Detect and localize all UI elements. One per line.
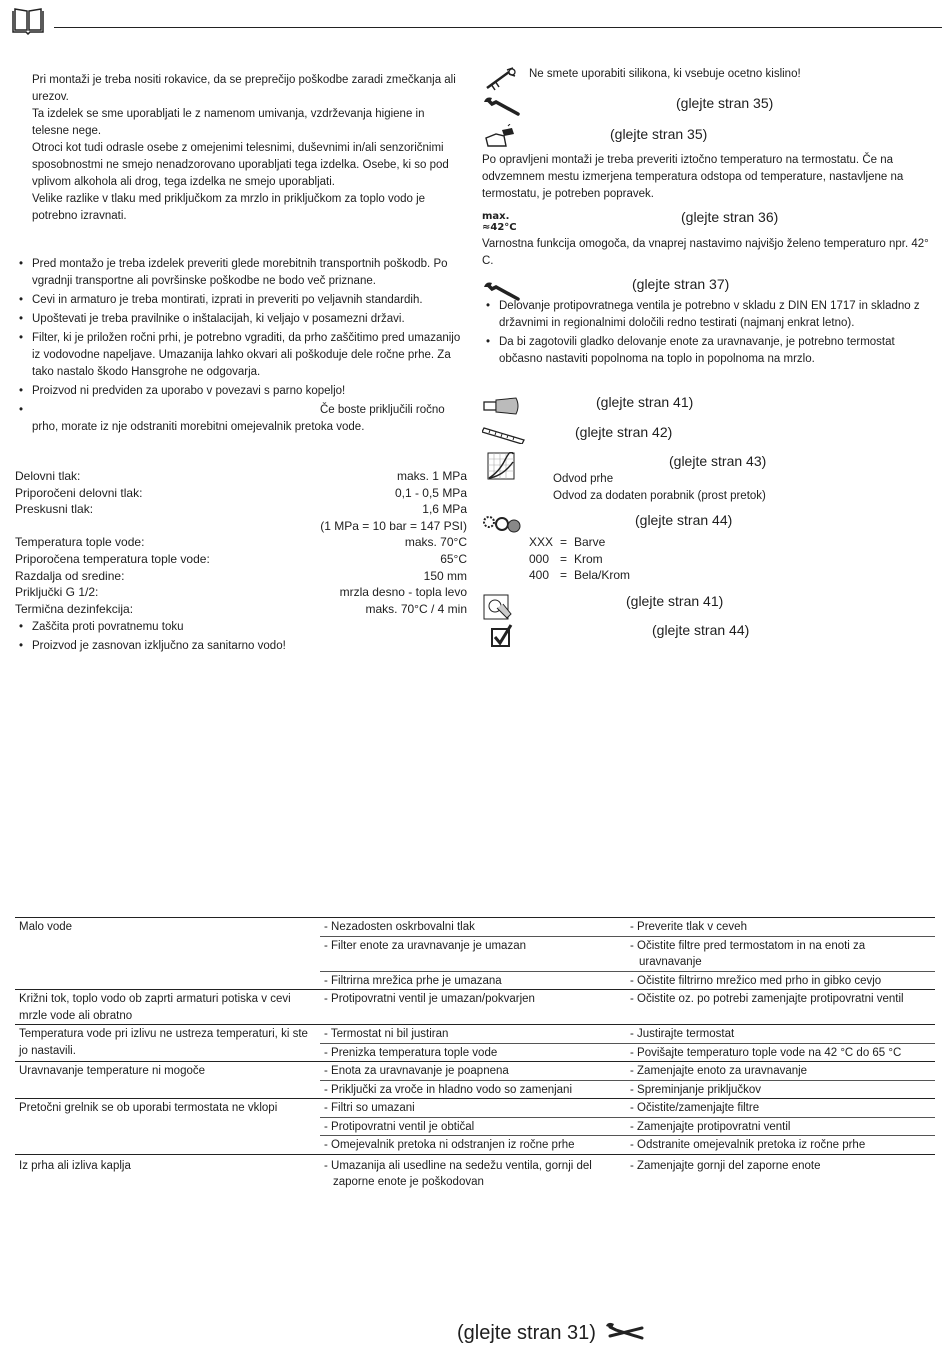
table-row: Malo vode - Nezadosten oskrbovalni tlak - Preverite tlak v ceveh: [15, 918, 935, 937]
install-note: • Cevi in armaturo je treba montirati, izprati in preveriti po veljavnih standardih.: [15, 292, 467, 309]
install-note: • Filter, ki je priložen ročni prhi, je potrebno vgraditi, da prho zaščitimo pred umazanijo iz vodovodne napeljave. Umazanija lahko okvari ali poškoduje dele ročne prhe. Za tako nastalo škodo Hansgrohe ne odgovarja.: [15, 330, 467, 381]
page-ref-42: (glejte stran 42): [575, 424, 673, 440]
hand-cleaning-icon: [482, 124, 520, 155]
table-row: Temperatura vode pri izlivu ne ustreza temperaturi, ki ste jo nastavili. - Termostat ni bil justiran - Justirajte termostat: [15, 1025, 935, 1044]
table-row: - Omejevalnik pretoka ni odstranjen iz ročne prhe - Odstranite omejevalnik pretoka iz ročne prhe: [15, 1136, 935, 1155]
page-ref-41a: (glejte stran 41): [596, 394, 694, 410]
parts-icon: [482, 512, 522, 541]
safety-function-text: Varnostna funkcija omogoča, da vnaprej nastavimo najvišjo želeno temperaturo npr. 42° C.: [482, 238, 929, 267]
spec-row: Delovni tlak: maks. 1 MPa: [15, 469, 467, 483]
spec-row: Priključki G 1/2: mrzla desno - topla levo: [15, 585, 467, 600]
flow-diagram-icon: [487, 452, 515, 485]
install-note: • Pred montažo je treba izdelek preveriti glede morebitnih transportnih poškodb. Po vgradnji transportne ali površinske poškodbe ne bodo več priznane.: [15, 256, 467, 290]
safety-text-3: Otroci kot tudi odrasle osebe z omejenimi telesnimi, duševnimi in/ali senzoričnimi sposobnostmi ne smejo nenadzorovano uporabljati tega izdelka. Osebe, ki so pod vplivom alkohola ali drog, tega izdelka ne smejo uporabljati.: [32, 142, 449, 188]
silicone-warning: Ne smete uporabiti silikona, ki vsebuje ocetno kislino!: [529, 68, 801, 80]
spec-row: Priporočeni delovni tlak: 0,1 - 0,5 MPa: [15, 485, 467, 500]
color-codes: [529, 534, 630, 584]
page-ref-43: (glejte stran 43): [669, 453, 767, 469]
thermostat-check-text: Po opravljeni montaži je treba preveriti iztočno temperaturo na termostatu. Če na odvzemnem mestu izmerjena temperatura odstopa od temperature, nastavljene na termostatu, je potreben popravek.: [482, 154, 904, 200]
spec-row: Razdalja od sredine: 150 mm: [15, 568, 467, 583]
spec-row: (1 MPa = 10 bar = 147 PSI): [320, 518, 467, 533]
table-row: - Filter enote za uravnavanje je umazan - Očistite filtre pred termostatom in na enoti za uravnavanje: [15, 936, 935, 971]
book-icon: [11, 7, 45, 40]
maintenance-note: • Da bi zagotovili gladko delovanje enote za uravnavanje, je potrebno termostat občasno nastaviti popolnoma na toplo in popolnoma na mrzlo.: [482, 334, 934, 368]
table-row: Križni tok, toplo vodo ob zaprti armaturi potiska v cevi mrzle vode ali obratno - Protipovratni ventil je umazan/pokvarjen - Očistite oz. po potrebi zamenjajte protipovratni ventil: [15, 990, 935, 1025]
table-row: - Filtrirna mrežica prhe je umazana - Očistite filtrirno mrežico med prho in gibko cevjo: [15, 971, 935, 990]
page-ref-37: (glejte stran 37): [632, 276, 730, 292]
table-row: - Prenizka temperatura tople vode - Povišajte temperaturo tople vode na 42 °C do 65 °C: [15, 1043, 935, 1062]
table-row: Uravnavanje temperature ni mogoče - Enota za uravnavanje je poapnena - Zamenjajte enoto za uravnavanje: [15, 1062, 935, 1081]
table-row: Iz prha ali izliva kaplja - Umazanija ali usedline na sedežu ventila, gornji del zaporne enote je poškodovan - Zamenjajte gornji del zaporne enote: [15, 1154, 935, 1191]
color-code-row: 400 = Bela/Krom: [529, 568, 631, 583]
hand-adjust-icon: [482, 392, 522, 423]
safety-section: [32, 72, 464, 225]
flow-label-shower: Odvod prhe: [553, 473, 614, 485]
table-row: - Priključki za vroče in hladno vodo so zamenjani - Spreminjanje priključkov: [15, 1080, 935, 1099]
header-rule: [54, 27, 942, 28]
install-note: • Če boste priključili ročno prho, morate iz nje odstraniti morebitni omejevalnik pretoka vode.: [15, 402, 467, 436]
spec-row: Preskusni tlak: 1,6 MPa: [15, 502, 467, 517]
page-ref-44b: (glejte stran 44): [652, 622, 750, 638]
max-temp-icon: max. ≈42°C: [482, 211, 517, 233]
safety-text-4: Velike razlike v tlaku med priključkom za mrzlo in priključkom za toplo vodo je potrebno izravnati.: [32, 193, 426, 222]
ruler-icon: [482, 424, 526, 449]
page-ref-35b: (glejte stran 35): [610, 126, 708, 142]
safety-text-2: Ta izdelek se sme uporabljati le z namenom umivanja, vzdrževanja higiene in telesne nege.: [32, 108, 425, 137]
maintenance-notes: [482, 298, 934, 370]
flow-label-extra: Odvod za dodaten porabnik (prost pretok): [553, 490, 766, 502]
maintenance-note: • Delovanje protipovratnega ventila je potrebno v skladu z DIN EN 1717 in skladno z državnimi in regionalnimi določili redno testirati (najmanj enkrat letno).: [482, 298, 934, 332]
hand-operation-icon: [483, 594, 513, 627]
spec-row: Priporočena temperatura tople vode: 65°C: [15, 551, 467, 566]
page-ref-44a: (glejte stran 44): [635, 512, 733, 528]
page-ref-41b: (glejte stran 41): [626, 593, 724, 609]
spec-bullet: • Proizvod je zasnovan izključno za sanitarno vodo!: [15, 638, 467, 655]
install-notes: [15, 256, 467, 438]
footer-page-ref: (glejte stran 31): [457, 1322, 596, 1344]
page-ref-35a: (glejte stran 35): [676, 95, 774, 111]
table-row: Pretočni grelnik se ob uporabi termostata ne vklopi - Filtri so umazani - Očistite/zamenjajte filtre: [15, 1099, 935, 1118]
silicone-gun-icon: [483, 66, 517, 97]
troubleshooting-table: [15, 917, 935, 1191]
install-note: • Upoštevati je treba pravilnike o inštalacijah, ki veljajo v posamezni državi.: [15, 311, 467, 328]
tech-specs: [15, 468, 467, 657]
table-row: - Protipovratni ventil je obtičal - Zamenjajte protipovratni ventil: [15, 1117, 935, 1136]
spec-row: Termična dezinfekcija: maks. 70°C / 4 min: [15, 601, 467, 616]
color-code-row: XXX = Barve: [529, 535, 606, 549]
spec-row: Temperatura tople vode: maks. 70°C: [15, 535, 467, 550]
page-ref-36: (glejte stran 36): [681, 209, 779, 225]
color-code-row: 000 = Krom: [529, 551, 603, 566]
spec-bullet: • Zaščita proti povratnemu toku: [15, 619, 467, 636]
safety-text-1: Pri montaži je treba nositi rokavice, da se preprečijo poškodbe zaradi zmečkanja ali urezov.: [32, 74, 456, 103]
install-note: • Proizvod ni predviden za uporabo v povezavi s parno kopeljo!: [15, 383, 467, 400]
wrench-icon: [482, 96, 522, 123]
checkbox-icon: [491, 624, 513, 653]
wrench-icon: [604, 1322, 646, 1349]
